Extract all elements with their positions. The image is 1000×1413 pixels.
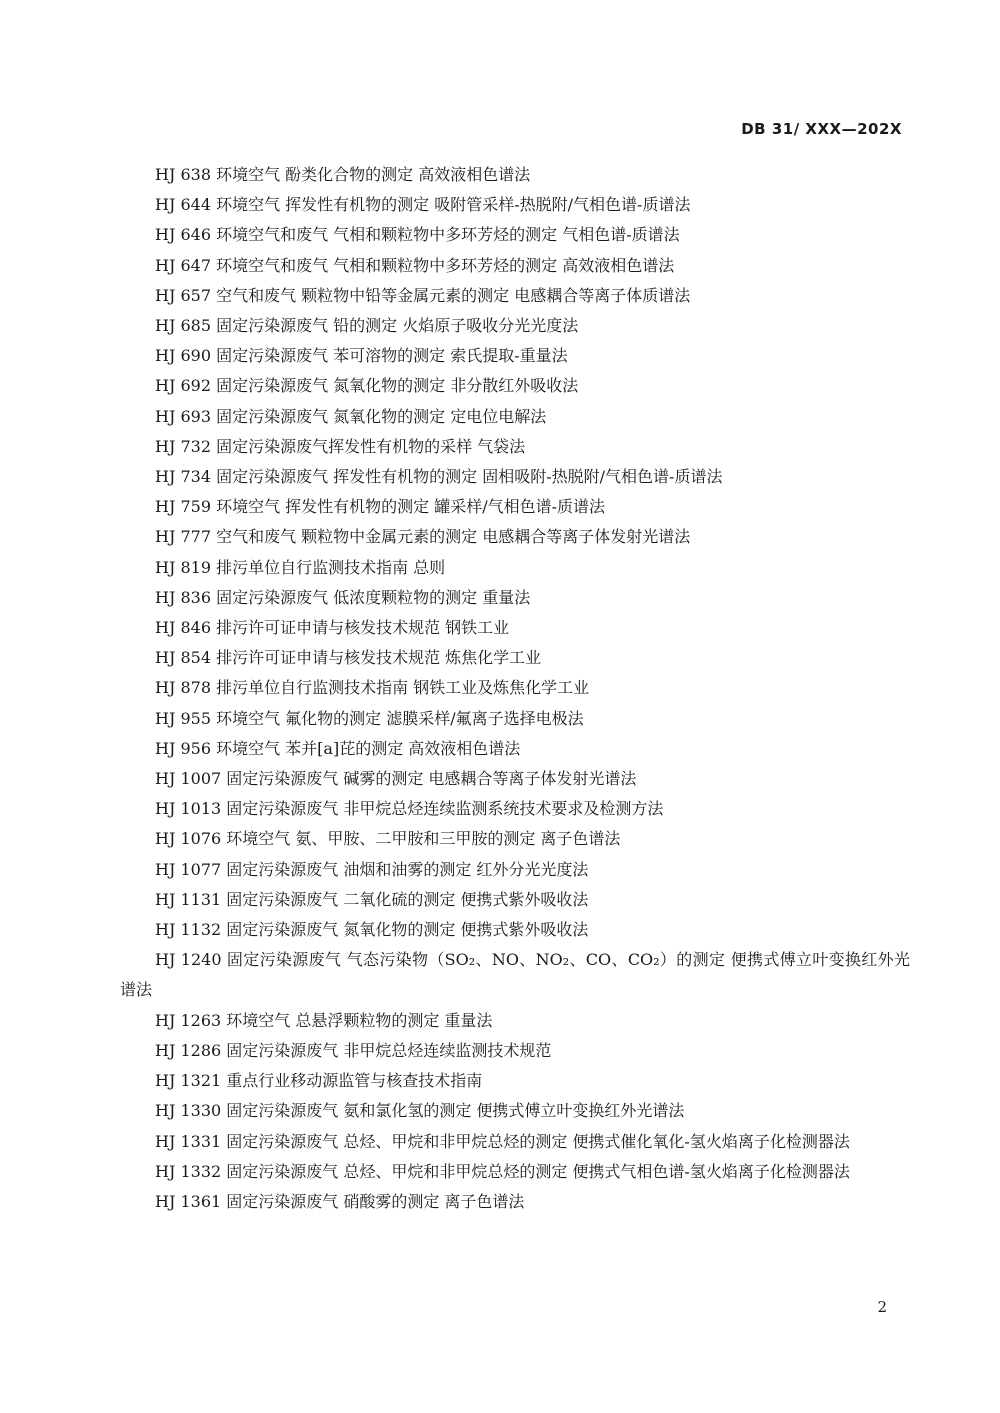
reference-item: HJ 732 固定污染源废气挥发性有机物的采样 气袋法 xyxy=(155,436,526,456)
reference-item: HJ 1331 固定污染源废气 总烃、甲烷和非甲烷总烃的测定 便携式催化氧化-氢火焰离子化检测器法 xyxy=(155,1131,850,1151)
reference-item: HJ 734 固定污染源废气 挥发性有机物的测定 固相吸附-热脱附/气相色谱-质谱法 xyxy=(155,467,723,487)
reference-item: HJ 1286 固定污染源废气 非甲烷总烃连续监测技术规范 xyxy=(155,1040,552,1060)
reference-item: HJ 1076 环境空气 氨、甲胺、二甲胺和三甲胺的测定 离子色谱法 xyxy=(155,829,621,849)
reference-item: HJ 846 排污许可证申请与核发技术规范 钢铁工业 xyxy=(155,618,510,638)
reference-item: HJ 1077 固定污染源废气 油烟和油雾的测定 红外分光光度法 xyxy=(155,859,589,879)
reference-item: HJ 1240 固定污染源废气 气态污染物（SO₂、NO、NO₂、CO、CO₂）的测定 便携式傅立叶变换红外光谱法 xyxy=(120,950,910,1000)
reference-item: HJ 1321 重点行业移动源监管与核查技术指南 xyxy=(155,1071,483,1091)
reference-item: HJ 1263 环境空气 总悬浮颗粒物的测定 重量法 xyxy=(155,1010,493,1030)
document-code: DB 31/ XXX—202X xyxy=(741,120,902,138)
reference-item: HJ 956 环境空气 苯并[a]芘的测定 高效液相色谱法 xyxy=(155,738,521,758)
reference-item: HJ 685 固定污染源废气 铅的测定 火焰原子吸收分光光度法 xyxy=(155,316,579,336)
reference-item: HJ 955 环境空气 氟化物的测定 滤膜采样/氟离子选择电极法 xyxy=(155,708,584,728)
page-number: 2 xyxy=(877,1298,887,1316)
reference-item: HJ 759 环境空气 挥发性有机物的测定 罐采样/气相色谱-质谱法 xyxy=(155,497,606,517)
reference-item: HJ 644 环境空气 挥发性有机物的测定 吸附管采样-热脱附/气相色谱-质谱法 xyxy=(155,195,691,215)
reference-item: HJ 1332 固定污染源废气 总烃、甲烷和非甲烷总烃的测定 便携式气相色谱-氢火焰离子化检测器法 xyxy=(155,1161,850,1181)
reference-list xyxy=(120,160,910,1217)
reference-item: HJ 1330 固定污染源废气 氨和氯化氢的测定 便携式傅立叶变换红外光谱法 xyxy=(155,1101,685,1121)
reference-item: HJ 657 空气和废气 颗粒物中铅等金属元素的测定 电感耦合等离子体质谱法 xyxy=(155,285,691,305)
reference-item: HJ 854 排污许可证申请与核发技术规范 炼焦化学工业 xyxy=(155,648,542,668)
reference-item: HJ 692 固定污染源废气 氮氧化物的测定 非分散红外吸收法 xyxy=(155,376,579,396)
reference-item: HJ 836 固定污染源废气 低浓度颗粒物的测定 重量法 xyxy=(155,587,531,607)
reference-item: HJ 1013 固定污染源废气 非甲烷总烃连续监测系统技术要求及检测方法 xyxy=(155,799,664,819)
reference-item: HJ 638 环境空气 酚类化合物的测定 高效液相色谱法 xyxy=(155,165,531,184)
reference-item: HJ 690 固定污染源废气 苯可溶物的测定 索氏提取-重量法 xyxy=(155,346,568,366)
reference-item: HJ 646 环境空气和废气 气相和颗粒物中多环芳烃的测定 气相色谱-质谱法 xyxy=(155,225,680,245)
reference-item: HJ 693 固定污染源废气 氮氧化物的测定 定电位电解法 xyxy=(155,406,547,426)
reference-item: HJ 647 环境空气和废气 气相和颗粒物中多环芳烃的测定 高效液相色谱法 xyxy=(155,255,675,275)
reference-item: HJ 1132 固定污染源废气 氮氧化物的测定 便携式紫外吸收法 xyxy=(155,920,589,940)
reference-item: HJ 1361 固定污染源废气 硝酸雾的测定 离子色谱法 xyxy=(155,1191,525,1211)
reference-item: HJ 819 排污单位自行监测技术指南 总则 xyxy=(155,557,446,577)
reference-item: HJ 777 空气和废气 颗粒物中金属元素的测定 电感耦合等离子体发射光谱法 xyxy=(155,527,691,547)
reference-item: HJ 1007 固定污染源废气 碱雾的测定 电感耦合等离子体发射光谱法 xyxy=(155,769,637,789)
reference-item: HJ 878 排污单位自行监测技术指南 钢铁工业及炼焦化学工业 xyxy=(155,678,590,698)
reference-item: HJ 1131 固定污染源废气 二氧化硫的测定 便携式紫外吸收法 xyxy=(155,889,589,909)
